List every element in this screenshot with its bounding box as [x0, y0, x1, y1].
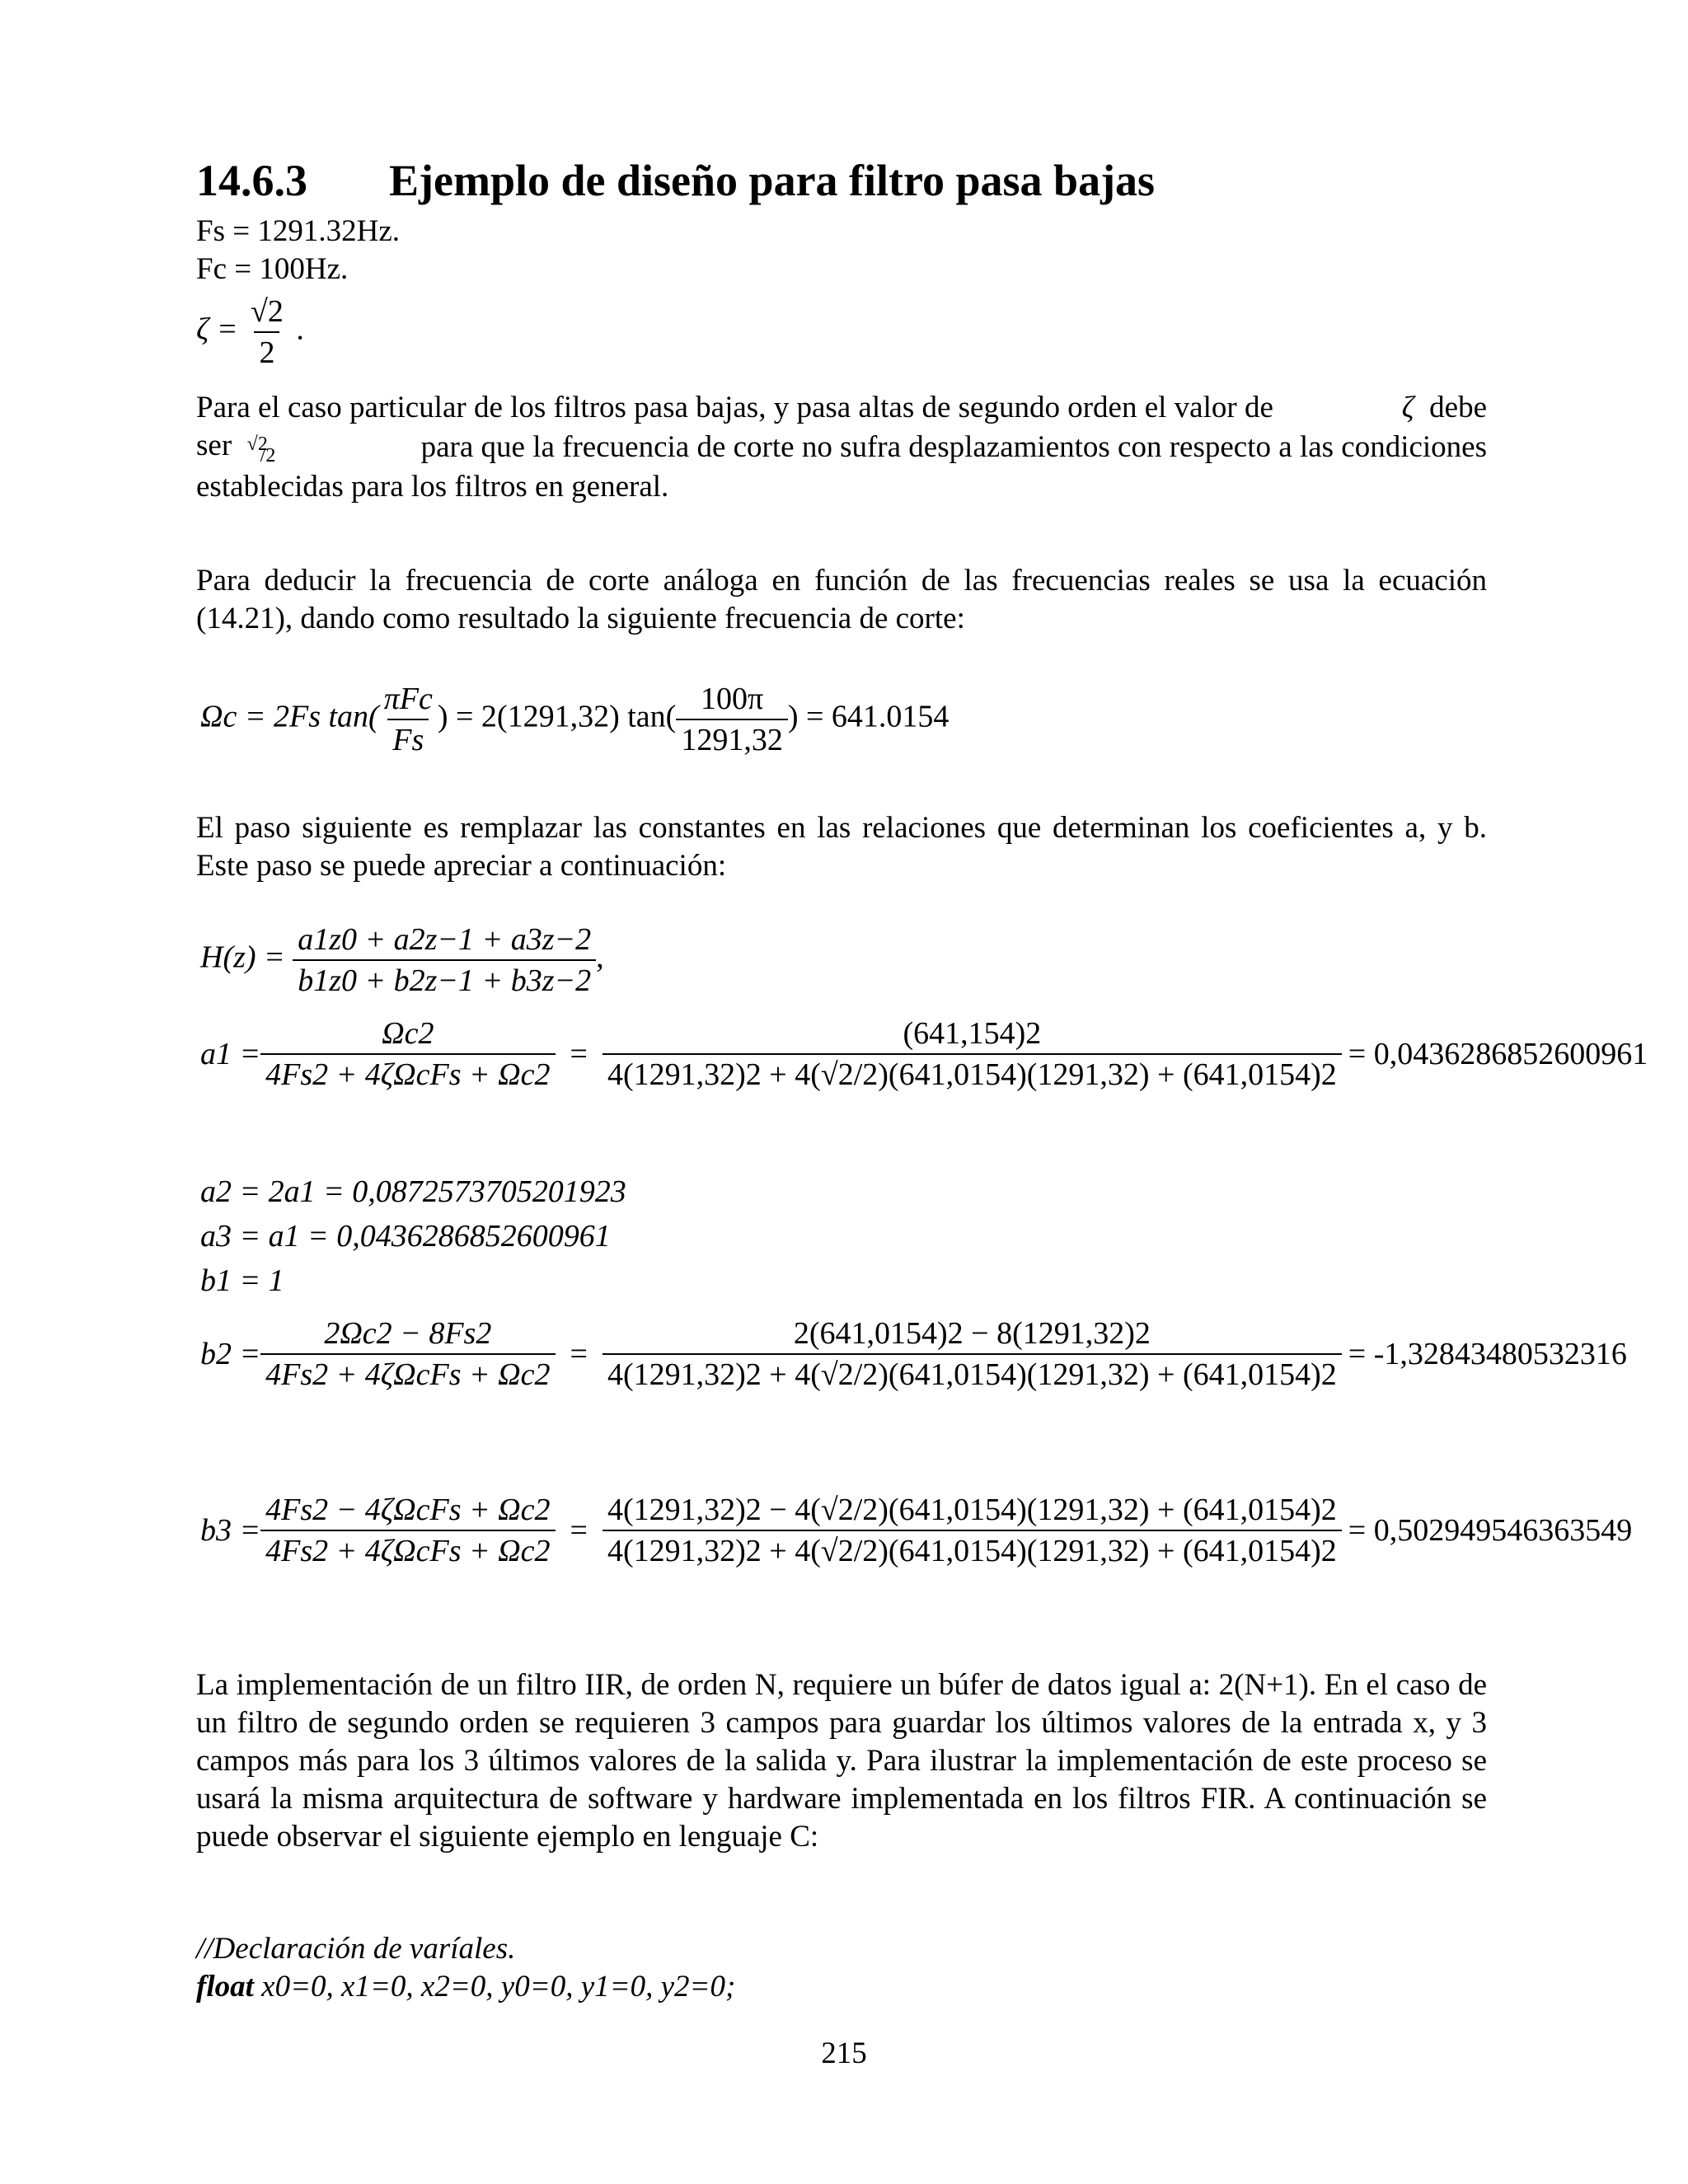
omega-frac-2-num: 100π — [700, 682, 764, 716]
b3-result: = 0,502949546363549 — [1348, 1513, 1633, 1548]
h-numerator: a1z0 + a2z−1 + a3z−2 — [298, 922, 592, 957]
zeta-end: . — [296, 312, 304, 347]
omega-frac-2 — [676, 681, 788, 758]
p1-zeta-symbol: ζ — [1401, 391, 1414, 424]
a3-equation: a3 = a1 = 0,0436286852600961 — [200, 1219, 611, 1254]
b2-num-num: 2(641,0154)2 − 8(1291,32)2 — [793, 1316, 1151, 1351]
omega-equation — [200, 681, 949, 758]
paragraph-cutoff: Para deducir la frecuencia de corte análoga en función de las frecuencias reales se usa la ecuación (14.21), dando como resultado la siguiente frecuencia de corte: — [196, 564, 1487, 635]
a1-symbolic-fraction — [260, 1015, 555, 1093]
a1-sym-den: 4Fs2 + 4ζΩcFs + Ωc2 — [260, 1053, 555, 1093]
a1-numeric-fraction — [603, 1015, 1342, 1093]
transfer-function — [200, 921, 604, 999]
a1-num-den: 4(1291,32)2 + 4(√2/2)(641,0154)(1291,32) + (641,0154)2 — [603, 1053, 1342, 1093]
zeta-denominator: 2 — [254, 331, 279, 371]
b3-symbolic-fraction — [260, 1492, 555, 1569]
paragraph-zeta-line-2 — [196, 427, 1487, 468]
paragraph-zeta — [196, 389, 1487, 506]
b3-equation — [200, 1492, 1633, 1569]
a1-result: = 0,0436286852600961 — [1348, 1037, 1648, 1071]
b3-sym-num: 4Fs2 − 4ζΩcFs + Ωc2 — [265, 1493, 551, 1527]
p1-text-a: Para el caso particular de los filtros pasa bajas, y pasa altas de segundo orden el valor de — [196, 391, 1273, 424]
paragraph-iir-implementation: La implementación de un filtro IIR, de orden N, requiere un búfer de datos igual a: 2(N+1). En el caso de un filtro de segundo orden se requieren 3 campos para guardar los últimos valores de la entrada x, y 3 campos más para los 3 últimos valores de la salida y. Para ilustrar la implementación de este proceso se usará la misma arquitectura de software y hardware implementada en los filtros FIR. A continuación se puede observar el siguiente ejemplo en lenguaje C: — [196, 1668, 1487, 1854]
a2-equation: a2 = 2a1 = 0,0872573705201923 — [200, 1174, 626, 1209]
b1-equation: b1 = 1 — [200, 1263, 284, 1298]
b3-numeric-fraction — [603, 1492, 1342, 1569]
a1-sym-num: Ωc2 — [382, 1016, 434, 1051]
b2-eq-sign: = — [570, 1337, 588, 1371]
p1-text-c: ser — [196, 429, 232, 462]
b2-symbolic-fraction — [260, 1315, 555, 1393]
omega-end: ) = 641.0154 — [787, 699, 950, 734]
p1-sqrt2-over-2: √2 /2 — [246, 434, 276, 466]
fs-line: Fs = 1291.32Hz. — [196, 214, 400, 248]
p1-zeta-end — [1402, 389, 1487, 427]
b2-sym-num: 2Ωc2 − 8Fs2 — [324, 1316, 492, 1351]
section-title: Ejemplo de diseño para filtro pasa bajas — [389, 156, 1156, 205]
b2-result: = -1,32843480532316 — [1348, 1337, 1627, 1371]
section-number: 14.6.3 — [196, 156, 307, 205]
b3-num-num: 4(1291,32)2 − 4(√2/2)(641,0154)(1291,32) + (641,0154)2 — [607, 1493, 1337, 1527]
p1-text-b: debe — [1429, 391, 1487, 424]
fc-line: Fc = 100Hz. — [196, 252, 349, 286]
page-number: 215 — [821, 2036, 867, 2070]
paragraph-zeta-line-1 — [196, 389, 1487, 427]
b3-lhs: b3 = — [200, 1513, 261, 1548]
paragraph-zeta-line-3: establecidas para los filtros en general. — [196, 470, 669, 504]
code-declaration-text: x0=0, x1=0, x2=0, y0=0, y1=0, y2=0; — [253, 1970, 736, 2004]
omega-frac-1-den: Fs — [387, 719, 429, 758]
p1-ser-group — [196, 427, 293, 468]
section-heading — [196, 155, 1155, 206]
paragraph-coefficients: El paso siguiente es remplazar las constantes en las relaciones que determinan los coeficientes a, y b. Este paso se puede apreciar a continuación: — [196, 811, 1487, 883]
b3-num-den: 4(1291,32)2 + 4(√2/2)(641,0154)(1291,32) + (641,0154)2 — [603, 1530, 1342, 1569]
h-denominator: b1z0 + b2z−1 + b3z−2 — [293, 959, 596, 999]
omega-mid: ) = 2(1291,32) tan( — [437, 699, 677, 734]
zeta-equation — [196, 293, 304, 371]
b2-equation — [200, 1315, 1627, 1393]
b3-sym-den: 4Fs2 + 4ζΩcFs + Ωc2 — [260, 1530, 555, 1569]
h-lhs: H(z) = — [200, 940, 285, 975]
zeta-numerator: √2 — [251, 294, 284, 329]
h-fraction — [293, 921, 596, 999]
b2-sym-den: 4Fs2 + 4ζΩcFs + Ωc2 — [260, 1353, 555, 1393]
zeta-fraction — [246, 293, 288, 371]
omega-lhs: Ωc = 2Fs tan( — [200, 699, 379, 734]
omega-frac-1 — [379, 681, 438, 758]
b2-numeric-fraction — [603, 1315, 1342, 1393]
b2-num-den: 4(1291,32)2 + 4(√2/2)(641,0154)(1291,32) + (641,0154)2 — [603, 1353, 1342, 1393]
code-declaration — [196, 1968, 735, 2006]
a1-equation — [200, 1015, 1648, 1093]
b3-eq-sign: = — [570, 1513, 588, 1548]
p1-text-d: para que la frecuencia de corte no sufra desplazamientos con respecto a las condiciones — [420, 430, 1487, 464]
a1-eq-sign: = — [570, 1037, 588, 1071]
b2-lhs: b2 = — [200, 1337, 261, 1371]
code-keyword: float — [196, 1970, 254, 2004]
omega-frac-2-den: 1291,32 — [676, 719, 788, 758]
a1-num-num: (641,154)2 — [903, 1016, 1042, 1051]
a1-lhs: a1 = — [200, 1037, 261, 1071]
omega-frac-1-num: πFc — [383, 682, 433, 716]
zeta-lhs: ζ = — [196, 312, 238, 347]
code-comment: //Declaración de varíales. — [196, 1932, 516, 1966]
h-end: , — [596, 940, 604, 975]
